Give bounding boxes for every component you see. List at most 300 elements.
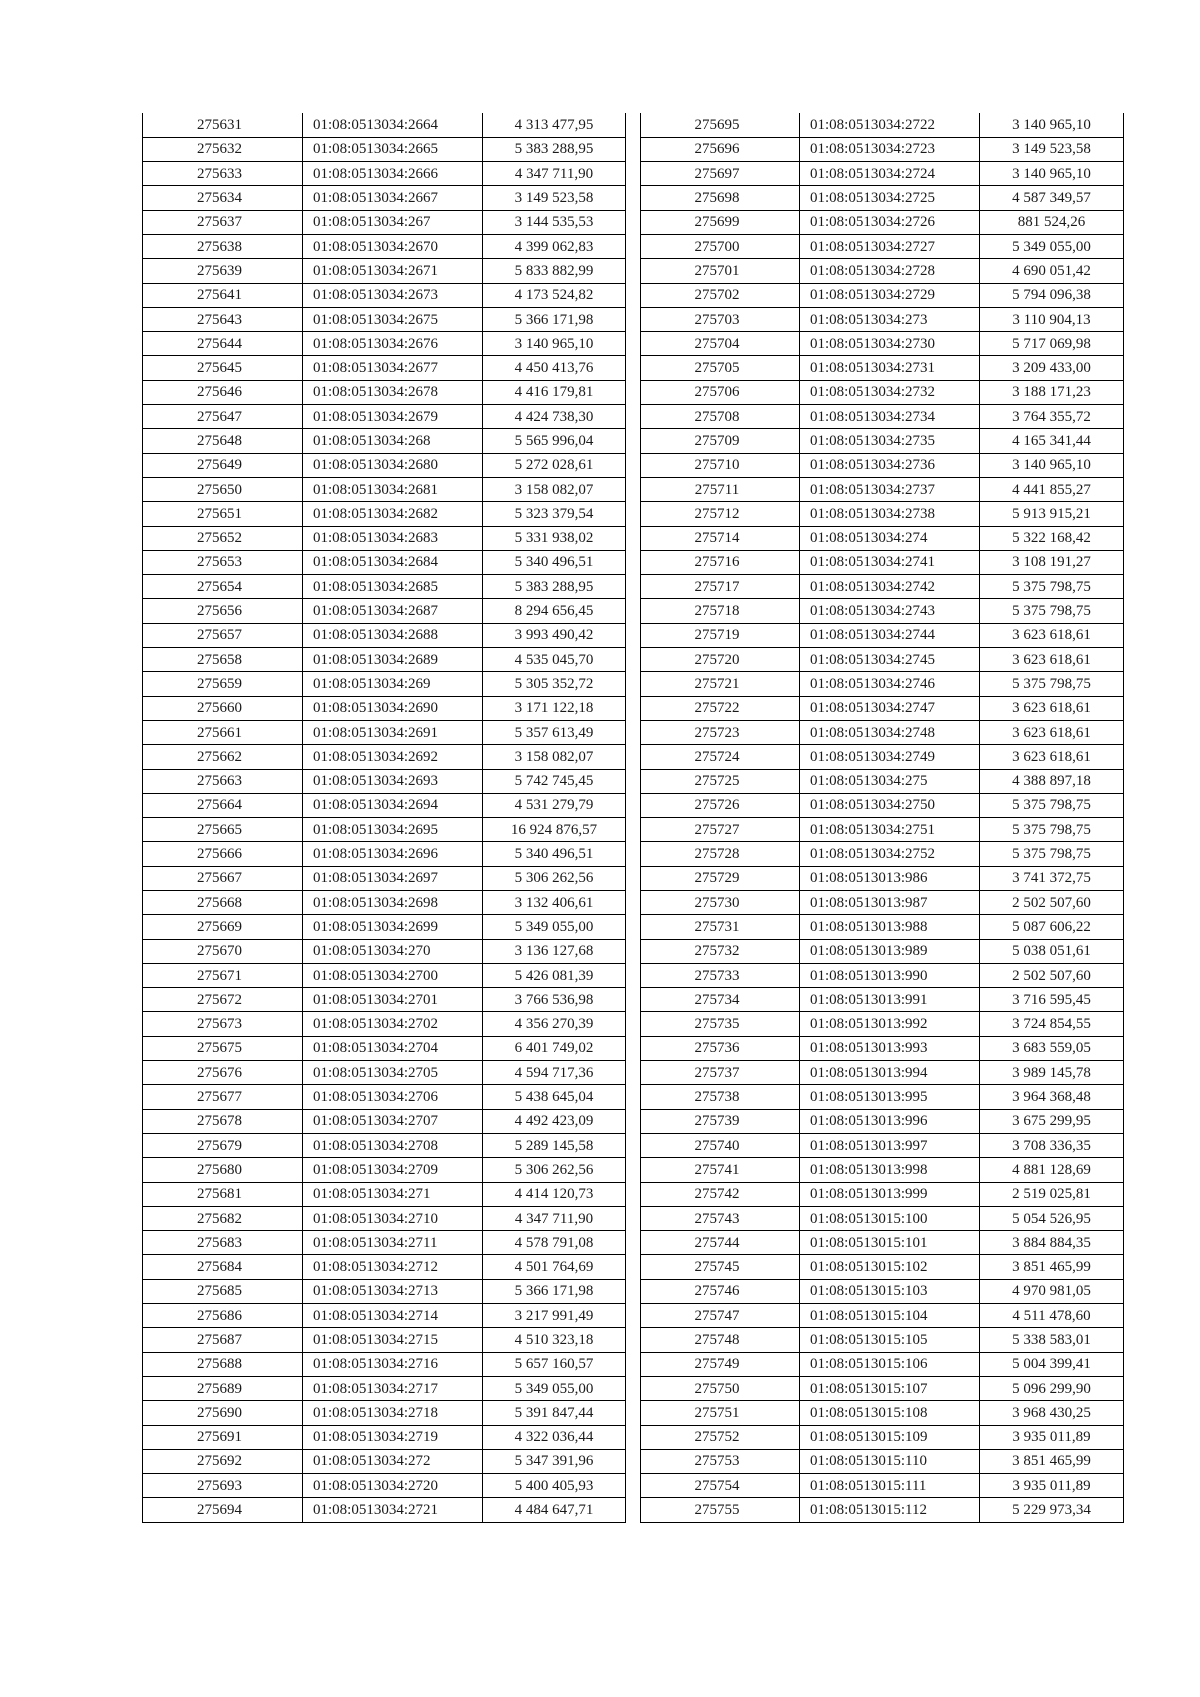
- row-number-cell: 275669: [143, 915, 303, 939]
- value-cell: 3 623 618,61: [980, 696, 1124, 720]
- table-row: [641, 162, 1124, 186]
- value-cell: 3 158 082,07: [483, 477, 626, 501]
- table-row: [143, 210, 626, 234]
- table-row: [641, 137, 1124, 161]
- row-number-cell: 275748: [641, 1328, 800, 1352]
- row-number-cell: 275702: [641, 283, 800, 307]
- table-row: [143, 575, 626, 599]
- row-number-cell: 275735: [641, 1012, 800, 1036]
- row-number-cell: 275661: [143, 720, 303, 744]
- table-row: [143, 453, 626, 477]
- table-row: [641, 1109, 1124, 1133]
- table-row: [143, 599, 626, 623]
- table-row: [143, 963, 626, 987]
- table-row: [143, 1085, 626, 1109]
- value-cell: 3 964 368,48: [980, 1085, 1124, 1109]
- row-number-cell: 275750: [641, 1376, 800, 1400]
- cadastral-number-cell: 01:08:0513034:2719: [303, 1425, 483, 1449]
- table-row: [143, 1279, 626, 1303]
- value-cell: 4 881 128,69: [980, 1158, 1124, 1182]
- value-cell: 3 766 536,98: [483, 988, 626, 1012]
- row-number-cell: 275694: [143, 1498, 303, 1522]
- row-number-cell: 275712: [641, 502, 800, 526]
- row-number-cell: 275730: [641, 891, 800, 915]
- cadastral-number-cell: 01:08:0513034:2670: [303, 234, 483, 258]
- table-row: [143, 405, 626, 429]
- value-cell: 4 414 120,73: [483, 1182, 626, 1206]
- cadastral-number-cell: 01:08:0513034:2694: [303, 793, 483, 817]
- value-cell: 3 149 523,58: [980, 137, 1124, 161]
- table-row: [143, 696, 626, 720]
- cadastral-number-cell: 01:08:0513034:2708: [303, 1133, 483, 1157]
- row-number-cell: 275720: [641, 648, 800, 672]
- table-right: [640, 113, 1124, 1523]
- value-cell: 5 347 391,96: [483, 1449, 626, 1473]
- row-number-cell: 275686: [143, 1304, 303, 1328]
- cadastral-number-cell: 01:08:0513034:2675: [303, 307, 483, 331]
- table-row: [641, 186, 1124, 210]
- value-cell: 3 140 965,10: [980, 162, 1124, 186]
- value-cell: 3 158 082,07: [483, 745, 626, 769]
- cadastral-number-cell: 01:08:0513034:2741: [800, 550, 980, 574]
- table-row: [143, 623, 626, 647]
- value-cell: 3 683 559,05: [980, 1036, 1124, 1060]
- value-cell: 3 144 535,53: [483, 210, 626, 234]
- row-number-cell: 275711: [641, 477, 800, 501]
- table-row: [641, 1012, 1124, 1036]
- row-number-cell: 275676: [143, 1061, 303, 1085]
- cadastral-number-cell: 01:08:0513034:2749: [800, 745, 980, 769]
- table-row: [641, 1231, 1124, 1255]
- table-left: [142, 113, 626, 1523]
- value-cell: 5 375 798,75: [980, 672, 1124, 696]
- value-cell: 5 742 745,45: [483, 769, 626, 793]
- cadastral-number-cell: 01:08:0513034:2728: [800, 259, 980, 283]
- cadastral-number-cell: 01:08:0513034:270: [303, 939, 483, 963]
- cadastral-number-cell: 01:08:0513034:2691: [303, 720, 483, 744]
- table-row: [641, 234, 1124, 258]
- row-number-cell: 275752: [641, 1425, 800, 1449]
- table-row: [143, 1352, 626, 1376]
- table-row: [641, 283, 1124, 307]
- value-cell: 4 165 341,44: [980, 429, 1124, 453]
- cadastral-number-cell: 01:08:0513015:111: [800, 1474, 980, 1498]
- row-number-cell: 275631: [143, 113, 303, 137]
- cadastral-number-cell: 01:08:0513015:105: [800, 1328, 980, 1352]
- value-cell: 4 356 270,39: [483, 1012, 626, 1036]
- value-cell: 3 708 336,35: [980, 1133, 1124, 1157]
- row-number-cell: 275701: [641, 259, 800, 283]
- value-cell: 3 935 011,89: [980, 1425, 1124, 1449]
- cadastral-number-cell: 01:08:0513034:2734: [800, 405, 980, 429]
- row-number-cell: 275714: [641, 526, 800, 550]
- row-number-cell: 275637: [143, 210, 303, 234]
- value-cell: 5 306 262,56: [483, 866, 626, 890]
- table-row: [641, 842, 1124, 866]
- value-cell: 2 519 025,81: [980, 1182, 1124, 1206]
- table-row: [143, 720, 626, 744]
- row-number-cell: 275706: [641, 380, 800, 404]
- table-row: [143, 356, 626, 380]
- value-cell: 4 399 062,83: [483, 234, 626, 258]
- row-number-cell: 275708: [641, 405, 800, 429]
- table-row: [641, 1133, 1124, 1157]
- cadastral-number-cell: 01:08:0513015:104: [800, 1304, 980, 1328]
- row-number-cell: 275654: [143, 575, 303, 599]
- value-cell: 5 391 847,44: [483, 1401, 626, 1425]
- cadastral-number-cell: 01:08:0513034:2716: [303, 1352, 483, 1376]
- row-number-cell: 275695: [641, 113, 800, 137]
- value-cell: 3 851 465,99: [980, 1255, 1124, 1279]
- cadastral-number-cell: 01:08:0513034:2738: [800, 502, 980, 526]
- cadastral-number-cell: 01:08:0513034:2692: [303, 745, 483, 769]
- cadastral-number-cell: 01:08:0513034:2748: [800, 720, 980, 744]
- row-number-cell: 275704: [641, 332, 800, 356]
- cadastral-number-cell: 01:08:0513034:2729: [800, 283, 980, 307]
- table-row: [641, 1158, 1124, 1182]
- value-cell: 3 171 122,18: [483, 696, 626, 720]
- value-cell: 4 970 981,05: [980, 1279, 1124, 1303]
- value-cell: 5 438 645,04: [483, 1085, 626, 1109]
- value-cell: 3 110 904,13: [980, 307, 1124, 331]
- table-row: [641, 1449, 1124, 1473]
- value-cell: 3 623 618,61: [980, 648, 1124, 672]
- value-cell: 3 217 991,49: [483, 1304, 626, 1328]
- cadastral-number-cell: 01:08:0513034:272: [303, 1449, 483, 1473]
- table-row: [641, 307, 1124, 331]
- table-row: [143, 1206, 626, 1230]
- table-row: [641, 599, 1124, 623]
- value-cell: 6 401 749,02: [483, 1036, 626, 1060]
- row-number-cell: 275710: [641, 453, 800, 477]
- cadastral-number-cell: 01:08:0513015:112: [800, 1498, 980, 1522]
- table-row: [143, 550, 626, 574]
- table-row: [641, 866, 1124, 890]
- value-cell: 5 717 069,98: [980, 332, 1124, 356]
- cadastral-number-cell: 01:08:0513034:2690: [303, 696, 483, 720]
- row-number-cell: 275682: [143, 1206, 303, 1230]
- row-number-cell: 275731: [641, 915, 800, 939]
- value-cell: 4 424 738,30: [483, 405, 626, 429]
- cadastral-number-cell: 01:08:0513034:269: [303, 672, 483, 696]
- cadastral-number-cell: 01:08:0513034:273: [800, 307, 980, 331]
- cadastral-number-cell: 01:08:0513013:996: [800, 1109, 980, 1133]
- value-cell: 5 305 352,72: [483, 672, 626, 696]
- value-cell: 3 989 145,78: [980, 1061, 1124, 1085]
- cadastral-number-cell: 01:08:0513034:2678: [303, 380, 483, 404]
- cadastral-number-cell: 01:08:0513034:2710: [303, 1206, 483, 1230]
- value-cell: 5 331 938,02: [483, 526, 626, 550]
- table-row: [641, 1206, 1124, 1230]
- value-cell: 3 675 299,95: [980, 1109, 1124, 1133]
- row-number-cell: 275662: [143, 745, 303, 769]
- value-cell: 4 578 791,08: [483, 1231, 626, 1255]
- cadastral-number-cell: 01:08:0513034:2714: [303, 1304, 483, 1328]
- value-cell: 4 511 478,60: [980, 1304, 1124, 1328]
- row-number-cell: 275632: [143, 137, 303, 161]
- cadastral-number-cell: 01:08:0513034:2732: [800, 380, 980, 404]
- cadastral-number-cell: 01:08:0513034:2726: [800, 210, 980, 234]
- cadastral-number-cell: 01:08:0513034:2702: [303, 1012, 483, 1036]
- table-row: [641, 1328, 1124, 1352]
- cadastral-number-cell: 01:08:0513034:2687: [303, 599, 483, 623]
- cadastral-number-cell: 01:08:0513034:2696: [303, 842, 483, 866]
- value-cell: 5 096 299,90: [980, 1376, 1124, 1400]
- row-number-cell: 275668: [143, 891, 303, 915]
- cadastral-number-cell: 01:08:0513013:986: [800, 866, 980, 890]
- table-row: [143, 1061, 626, 1085]
- row-number-cell: 275721: [641, 672, 800, 696]
- value-cell: 5 565 996,04: [483, 429, 626, 453]
- row-number-cell: 275726: [641, 793, 800, 817]
- row-number-cell: 275643: [143, 307, 303, 331]
- row-number-cell: 275725: [641, 769, 800, 793]
- cadastral-number-cell: 01:08:0513015:106: [800, 1352, 980, 1376]
- cadastral-number-cell: 01:08:0513034:2680: [303, 453, 483, 477]
- value-cell: 8 294 656,45: [483, 599, 626, 623]
- table-row: [641, 623, 1124, 647]
- cadastral-number-cell: 01:08:0513034:2730: [800, 332, 980, 356]
- cadastral-number-cell: 01:08:0513034:267: [303, 210, 483, 234]
- cadastral-number-cell: 01:08:0513013:999: [800, 1182, 980, 1206]
- value-cell: 5 087 606,22: [980, 915, 1124, 939]
- row-number-cell: 275716: [641, 550, 800, 574]
- table-row: [143, 332, 626, 356]
- row-number-cell: 275675: [143, 1036, 303, 1060]
- table-row: [143, 477, 626, 501]
- table-row: [143, 162, 626, 186]
- row-number-cell: 275728: [641, 842, 800, 866]
- value-cell: 5 794 096,38: [980, 283, 1124, 307]
- row-number-cell: 275742: [641, 1182, 800, 1206]
- row-number-cell: 275641: [143, 283, 303, 307]
- value-cell: 3 993 490,42: [483, 623, 626, 647]
- row-number-cell: 275741: [641, 1158, 800, 1182]
- table-row: [641, 915, 1124, 939]
- cadastral-number-cell: 01:08:0513015:108: [800, 1401, 980, 1425]
- value-cell: 5 340 496,51: [483, 842, 626, 866]
- value-cell: 5 306 262,56: [483, 1158, 626, 1182]
- table-row: [143, 1425, 626, 1449]
- row-number-cell: 275699: [641, 210, 800, 234]
- row-number-cell: 275647: [143, 405, 303, 429]
- row-number-cell: 275639: [143, 259, 303, 283]
- row-number-cell: 275722: [641, 696, 800, 720]
- row-number-cell: 275670: [143, 939, 303, 963]
- table-row: [143, 1449, 626, 1473]
- table-row: [641, 526, 1124, 550]
- row-number-cell: 275665: [143, 818, 303, 842]
- value-cell: 3 764 355,72: [980, 405, 1124, 429]
- row-number-cell: 275681: [143, 1182, 303, 1206]
- value-cell: 5 426 081,39: [483, 963, 626, 987]
- row-number-cell: 275653: [143, 550, 303, 574]
- table-row: [641, 502, 1124, 526]
- value-cell: 3 140 965,10: [980, 113, 1124, 137]
- row-number-cell: 275740: [641, 1133, 800, 1157]
- row-number-cell: 275645: [143, 356, 303, 380]
- cadastral-number-cell: 01:08:0513013:992: [800, 1012, 980, 1036]
- cadastral-number-cell: 01:08:0513034:268: [303, 429, 483, 453]
- value-cell: 5 383 288,95: [483, 137, 626, 161]
- table-row: [641, 210, 1124, 234]
- value-cell: 5 357 613,49: [483, 720, 626, 744]
- value-cell: 3 140 965,10: [980, 453, 1124, 477]
- value-cell: 4 388 897,18: [980, 769, 1124, 793]
- cadastral-number-cell: 01:08:0513034:2706: [303, 1085, 483, 1109]
- table-row: [641, 1376, 1124, 1400]
- value-cell: 5 657 160,57: [483, 1352, 626, 1376]
- table-row: [143, 502, 626, 526]
- table-row: [143, 283, 626, 307]
- table-row: [143, 769, 626, 793]
- cadastral-number-cell: 01:08:0513013:991: [800, 988, 980, 1012]
- value-cell: 2 502 507,60: [980, 963, 1124, 987]
- value-cell: 5 375 798,75: [980, 818, 1124, 842]
- value-cell: 3 741 372,75: [980, 866, 1124, 890]
- table-row: [641, 1061, 1124, 1085]
- value-cell: 16 924 876,57: [483, 818, 626, 842]
- table-row: [143, 1158, 626, 1182]
- row-number-cell: 275660: [143, 696, 303, 720]
- row-number-cell: 275754: [641, 1474, 800, 1498]
- value-cell: 3 716 595,45: [980, 988, 1124, 1012]
- table-row: [641, 1498, 1124, 1522]
- table-row: [641, 1255, 1124, 1279]
- table-row: [143, 1304, 626, 1328]
- row-number-cell: 275739: [641, 1109, 800, 1133]
- value-cell: 3 140 965,10: [483, 332, 626, 356]
- row-number-cell: 275724: [641, 745, 800, 769]
- value-cell: 4 594 717,36: [483, 1061, 626, 1085]
- table-row: [641, 380, 1124, 404]
- row-number-cell: 275734: [641, 988, 800, 1012]
- table-row: [143, 793, 626, 817]
- table-row: [641, 453, 1124, 477]
- table-row: [641, 1474, 1124, 1498]
- table-row: [641, 793, 1124, 817]
- value-cell: 5 833 882,99: [483, 259, 626, 283]
- cadastral-number-cell: 01:08:0513015:101: [800, 1231, 980, 1255]
- row-number-cell: 275685: [143, 1279, 303, 1303]
- cadastral-number-cell: 01:08:0513013:997: [800, 1133, 980, 1157]
- cadastral-number-cell: 01:08:0513015:110: [800, 1449, 980, 1473]
- cadastral-number-cell: 01:08:0513034:2688: [303, 623, 483, 647]
- table-row: [641, 696, 1124, 720]
- table-row: [641, 891, 1124, 915]
- cadastral-number-cell: 01:08:0513034:2665: [303, 137, 483, 161]
- cadastral-number-cell: 01:08:0513034:2701: [303, 988, 483, 1012]
- cadastral-number-cell: 01:08:0513034:2693: [303, 769, 483, 793]
- value-cell: 3 851 465,99: [980, 1449, 1124, 1473]
- value-cell: 5 340 496,51: [483, 550, 626, 574]
- row-number-cell: 275723: [641, 720, 800, 744]
- table-row: [143, 1255, 626, 1279]
- row-number-cell: 275749: [641, 1352, 800, 1376]
- table-row: [143, 1474, 626, 1498]
- cadastral-number-cell: 01:08:0513015:103: [800, 1279, 980, 1303]
- row-number-cell: 275648: [143, 429, 303, 453]
- value-cell: 5 229 973,34: [980, 1498, 1124, 1522]
- cadastral-number-cell: 01:08:0513034:2705: [303, 1061, 483, 1085]
- row-number-cell: 275683: [143, 1231, 303, 1255]
- cadastral-number-cell: 01:08:0513013:989: [800, 939, 980, 963]
- value-cell: 881 524,26: [980, 210, 1124, 234]
- value-cell: 5 383 288,95: [483, 575, 626, 599]
- cadastral-number-cell: 01:08:0513034:2737: [800, 477, 980, 501]
- row-number-cell: 275692: [143, 1449, 303, 1473]
- cadastral-number-cell: 01:08:0513034:2752: [800, 842, 980, 866]
- value-cell: 3 136 127,68: [483, 939, 626, 963]
- table-row: [143, 137, 626, 161]
- row-number-cell: 275633: [143, 162, 303, 186]
- value-cell: 4 450 413,76: [483, 356, 626, 380]
- row-number-cell: 275729: [641, 866, 800, 890]
- cadastral-number-cell: 01:08:0513034:2673: [303, 283, 483, 307]
- row-number-cell: 275663: [143, 769, 303, 793]
- table-row: [143, 648, 626, 672]
- value-cell: 5 289 145,58: [483, 1133, 626, 1157]
- row-number-cell: 275705: [641, 356, 800, 380]
- cadastral-number-cell: 01:08:0513034:2684: [303, 550, 483, 574]
- row-number-cell: 275736: [641, 1036, 800, 1060]
- cadastral-number-cell: 01:08:0513034:2724: [800, 162, 980, 186]
- row-number-cell: 275703: [641, 307, 800, 331]
- row-number-cell: 275673: [143, 1012, 303, 1036]
- value-cell: 5 054 526,95: [980, 1206, 1124, 1230]
- value-cell: 4 690 051,42: [980, 259, 1124, 283]
- table-row: [641, 429, 1124, 453]
- cadastral-number-cell: 01:08:0513034:275: [800, 769, 980, 793]
- table-row: [143, 988, 626, 1012]
- cadastral-number-cell: 01:08:0513034:271: [303, 1182, 483, 1206]
- table-row: [143, 1498, 626, 1522]
- value-cell: 3 623 618,61: [980, 720, 1124, 744]
- row-number-cell: 275746: [641, 1279, 800, 1303]
- table-row: [143, 380, 626, 404]
- table-row: [143, 818, 626, 842]
- cadastral-number-cell: 01:08:0513015:107: [800, 1376, 980, 1400]
- row-number-cell: 275719: [641, 623, 800, 647]
- value-cell: 5 375 798,75: [980, 575, 1124, 599]
- row-number-cell: 275679: [143, 1133, 303, 1157]
- value-cell: 4 501 764,69: [483, 1255, 626, 1279]
- row-number-cell: 275697: [641, 162, 800, 186]
- value-cell: 4 347 711,90: [483, 162, 626, 186]
- row-number-cell: 275738: [641, 1085, 800, 1109]
- table-row: [641, 963, 1124, 987]
- cadastral-number-cell: 01:08:0513034:2713: [303, 1279, 483, 1303]
- table-row: [143, 939, 626, 963]
- cadastral-number-cell: 01:08:0513034:2704: [303, 1036, 483, 1060]
- value-cell: 3 149 523,58: [483, 186, 626, 210]
- table-row: [641, 1279, 1124, 1303]
- cadastral-number-cell: 01:08:0513034:2676: [303, 332, 483, 356]
- row-number-cell: 275672: [143, 988, 303, 1012]
- table-row: [143, 234, 626, 258]
- row-number-cell: 275727: [641, 818, 800, 842]
- value-cell: 3 209 433,00: [980, 356, 1124, 380]
- value-cell: 3 884 884,35: [980, 1231, 1124, 1255]
- value-cell: 5 349 055,00: [980, 234, 1124, 258]
- cadastral-number-cell: 01:08:0513034:2727: [800, 234, 980, 258]
- cadastral-number-cell: 01:08:0513034:2751: [800, 818, 980, 842]
- value-cell: 4 510 323,18: [483, 1328, 626, 1352]
- value-cell: 4 587 349,57: [980, 186, 1124, 210]
- cadastral-number-cell: 01:08:0513034:2742: [800, 575, 980, 599]
- row-number-cell: 275657: [143, 623, 303, 647]
- cadastral-number-cell: 01:08:0513034:2677: [303, 356, 483, 380]
